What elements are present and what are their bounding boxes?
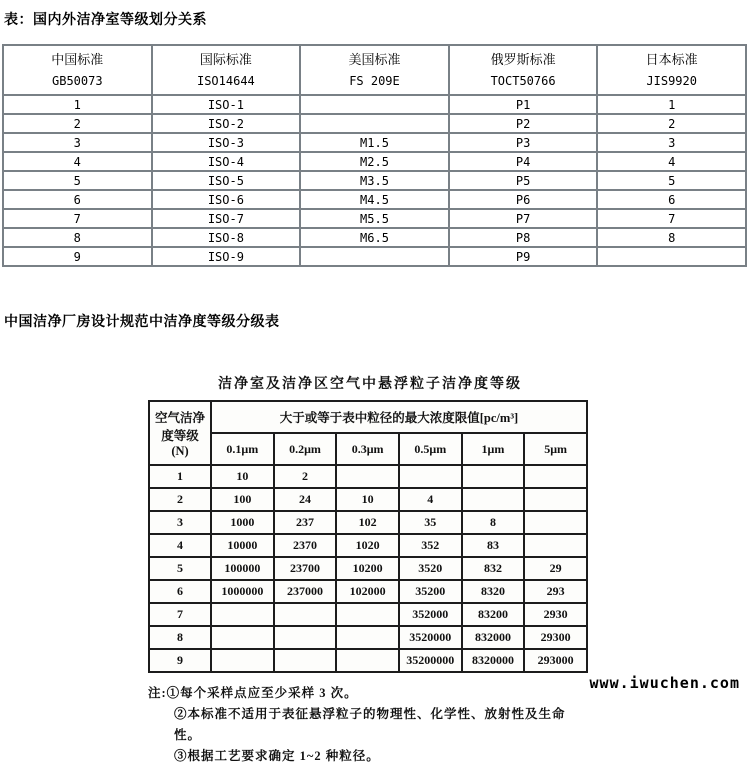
particle-size-header: 0.3μm xyxy=(336,433,399,465)
concentration-cell: 1000000 xyxy=(211,580,274,603)
concentration-cell xyxy=(336,649,399,672)
concentration-cell xyxy=(274,603,337,626)
standards-cell: 2 xyxy=(3,114,152,133)
standards-cell: ISO-2 xyxy=(152,114,301,133)
standards-table-row xyxy=(3,209,746,228)
max-concentration-header: 大于或等于表中粒径的最大浓度限值[pc/m³] xyxy=(211,401,587,433)
class-level-cell: 7 xyxy=(149,603,211,626)
standards-cell: P9 xyxy=(449,247,598,266)
cleanliness-table-row xyxy=(149,603,587,626)
cleanliness-table xyxy=(148,400,588,673)
standards-cell: 3 xyxy=(597,133,746,152)
air-cleanliness-class-header: 空气洁净 度等级 (N) xyxy=(149,401,211,465)
standards-cell: ISO-6 xyxy=(152,190,301,209)
concentration-cell: 237000 xyxy=(274,580,337,603)
concentration-cell: 2930 xyxy=(524,603,587,626)
standards-table-row xyxy=(3,114,746,133)
standards-cell xyxy=(597,247,746,266)
standards-cell: ISO-1 xyxy=(152,95,301,114)
concentration-cell xyxy=(399,465,462,488)
particle-size-header: 0.2μm xyxy=(274,433,337,465)
standards-cell: 5 xyxy=(3,171,152,190)
class-level-cell: 2 xyxy=(149,488,211,511)
standards-comparison-table xyxy=(2,44,747,267)
concentration-cell: 24 xyxy=(274,488,337,511)
concentration-cell: 10 xyxy=(211,465,274,488)
particle-size-header-row xyxy=(149,433,587,465)
standards-cell: ISO-9 xyxy=(152,247,301,266)
concentration-cell xyxy=(524,534,587,557)
standards-cell: 1 xyxy=(3,95,152,114)
standards-cell: M4.5 xyxy=(300,190,449,209)
cleanliness-table-row xyxy=(149,511,587,534)
concentration-cell: 1020 xyxy=(336,534,399,557)
cleanliness-table-title: 洁净室及洁净区空气中悬浮粒子洁净度等级 xyxy=(218,377,522,392)
standards-cell xyxy=(300,95,449,114)
standards-cell: P6 xyxy=(449,190,598,209)
concentration-cell: 237 xyxy=(274,511,337,534)
standard-column-header: 俄罗斯标准 TOCT50766 xyxy=(449,45,598,95)
standards-cell: P7 xyxy=(449,209,598,228)
concentration-cell: 8320 xyxy=(462,580,525,603)
particle-size-header: 5μm xyxy=(524,433,587,465)
standards-cell: P4 xyxy=(449,152,598,171)
standards-cell: 4 xyxy=(3,152,152,171)
concentration-cell xyxy=(336,626,399,649)
standards-cell: 9 xyxy=(3,247,152,266)
standards-cell: 8 xyxy=(3,228,152,247)
class-level-cell: 3 xyxy=(149,511,211,534)
particle-size-header: 1μm xyxy=(462,433,525,465)
concentration-cell xyxy=(274,626,337,649)
concentration-cell xyxy=(336,603,399,626)
watermark-link[interactable]: www.iwuchen.com xyxy=(589,674,740,692)
concentration-cell: 29300 xyxy=(524,626,587,649)
concentration-cell: 100000 xyxy=(211,557,274,580)
concentration-cell: 8320000 xyxy=(462,649,525,672)
standards-cell: P1 xyxy=(449,95,598,114)
concentration-cell: 2 xyxy=(274,465,337,488)
section1-title: 表：国内外洁净室等级划分关系 xyxy=(4,11,207,27)
concentration-cell: 35200000 xyxy=(399,649,462,672)
concentration-cell: 23700 xyxy=(274,557,337,580)
concentration-cell: 100 xyxy=(211,488,274,511)
class-level-cell: 4 xyxy=(149,534,211,557)
concentration-cell: 8 xyxy=(462,511,525,534)
standards-cell: ISO-3 xyxy=(152,133,301,152)
standards-cell: P8 xyxy=(449,228,598,247)
concentration-cell: 83 xyxy=(462,534,525,557)
scanned-cleanliness-figure xyxy=(148,373,592,767)
standard-column-header: 中国标准 GB50073 xyxy=(3,45,152,95)
table-notes xyxy=(148,683,592,767)
concentration-cell xyxy=(524,488,587,511)
concentration-cell: 3520 xyxy=(399,557,462,580)
cleanliness-table-row xyxy=(149,649,587,672)
class-level-cell: 1 xyxy=(149,465,211,488)
standards-cell: P2 xyxy=(449,114,598,133)
concentration-cell: 102 xyxy=(336,511,399,534)
class-level-cell: 8 xyxy=(149,626,211,649)
concentration-cell: 35 xyxy=(399,511,462,534)
class-level-cell: 5 xyxy=(149,557,211,580)
concentration-cell: 293 xyxy=(524,580,587,603)
standards-cell: 5 xyxy=(597,171,746,190)
standards-cell: M2.5 xyxy=(300,152,449,171)
concentration-cell: 35200 xyxy=(399,580,462,603)
table-note-line: ②本标准不适用于表征悬浮粒子的物理性、化学性、放射性及生命性。 xyxy=(174,707,566,742)
standard-column-header: 日本标准 JIS9920 xyxy=(597,45,746,95)
standards-cell: 3 xyxy=(3,133,152,152)
concentration-cell xyxy=(211,626,274,649)
particle-size-header: 0.1μm xyxy=(211,433,274,465)
cleanliness-header-row-1 xyxy=(149,401,587,433)
cleanliness-table-row xyxy=(149,534,587,557)
particle-size-header: 0.5μm xyxy=(399,433,462,465)
standards-cell: M6.5 xyxy=(300,228,449,247)
cleanliness-table-row xyxy=(149,557,587,580)
standards-cell: ISO-5 xyxy=(152,171,301,190)
concentration-cell: 4 xyxy=(399,488,462,511)
concentration-cell: 10200 xyxy=(336,557,399,580)
standards-cell: ISO-4 xyxy=(152,152,301,171)
concentration-cell: 293000 xyxy=(524,649,587,672)
standards-table-row xyxy=(3,95,746,114)
section2-title: 中国洁净厂房设计规范中洁净度等级分级表 xyxy=(4,313,280,329)
concentration-cell: 352 xyxy=(399,534,462,557)
standards-cell: P5 xyxy=(449,171,598,190)
concentration-cell: 83200 xyxy=(462,603,525,626)
concentration-cell xyxy=(274,649,337,672)
standards-cell: 8 xyxy=(597,228,746,247)
concentration-cell xyxy=(524,511,587,534)
standards-cell: 6 xyxy=(3,190,152,209)
concentration-cell xyxy=(524,465,587,488)
standards-header-row xyxy=(3,45,746,95)
cleanliness-table-row xyxy=(149,580,587,603)
standards-cell: 7 xyxy=(3,209,152,228)
standards-table-row xyxy=(3,228,746,247)
standard-column-header: 美国标准 FS 209E xyxy=(300,45,449,95)
cleanliness-table-row xyxy=(149,488,587,511)
standards-cell: P3 xyxy=(449,133,598,152)
concentration-cell: 1000 xyxy=(211,511,274,534)
concentration-cell: 3520000 xyxy=(399,626,462,649)
class-level-cell: 6 xyxy=(149,580,211,603)
concentration-cell: 10 xyxy=(336,488,399,511)
standards-table-row xyxy=(3,171,746,190)
concentration-cell: 352000 xyxy=(399,603,462,626)
class-level-cell: 9 xyxy=(149,649,211,672)
standards-cell xyxy=(300,114,449,133)
concentration-cell: 102000 xyxy=(336,580,399,603)
concentration-cell xyxy=(211,649,274,672)
standards-table-row xyxy=(3,133,746,152)
standards-cell: ISO-8 xyxy=(152,228,301,247)
concentration-cell: 29 xyxy=(524,557,587,580)
standards-table-row xyxy=(3,190,746,209)
standards-cell: M3.5 xyxy=(300,171,449,190)
standards-cell: 2 xyxy=(597,114,746,133)
concentration-cell xyxy=(211,603,274,626)
concentration-cell xyxy=(336,465,399,488)
standards-cell: 1 xyxy=(597,95,746,114)
concentration-cell: 832 xyxy=(462,557,525,580)
standard-column-header: 国际标准 ISO14644 xyxy=(152,45,301,95)
cleanliness-table-row xyxy=(149,465,587,488)
concentration-cell: 2370 xyxy=(274,534,337,557)
table-note-line: 注:①每个采样点应至少采样 3 次。 xyxy=(148,686,358,700)
standards-cell: 4 xyxy=(597,152,746,171)
concentration-cell: 832000 xyxy=(462,626,525,649)
concentration-cell: 10000 xyxy=(211,534,274,557)
concentration-cell xyxy=(462,488,525,511)
standards-cell: M1.5 xyxy=(300,133,449,152)
standards-table-row xyxy=(3,152,746,171)
concentration-cell xyxy=(462,465,525,488)
standards-cell xyxy=(300,247,449,266)
standards-cell: M5.5 xyxy=(300,209,449,228)
table-note-line: ③根据工艺要求确定 1~2 种粒径。 xyxy=(174,749,380,763)
cleanliness-table-row xyxy=(149,626,587,649)
standards-table-row xyxy=(3,247,746,266)
standards-cell: ISO-7 xyxy=(152,209,301,228)
standards-cell: 7 xyxy=(597,209,746,228)
standards-cell: 6 xyxy=(597,190,746,209)
